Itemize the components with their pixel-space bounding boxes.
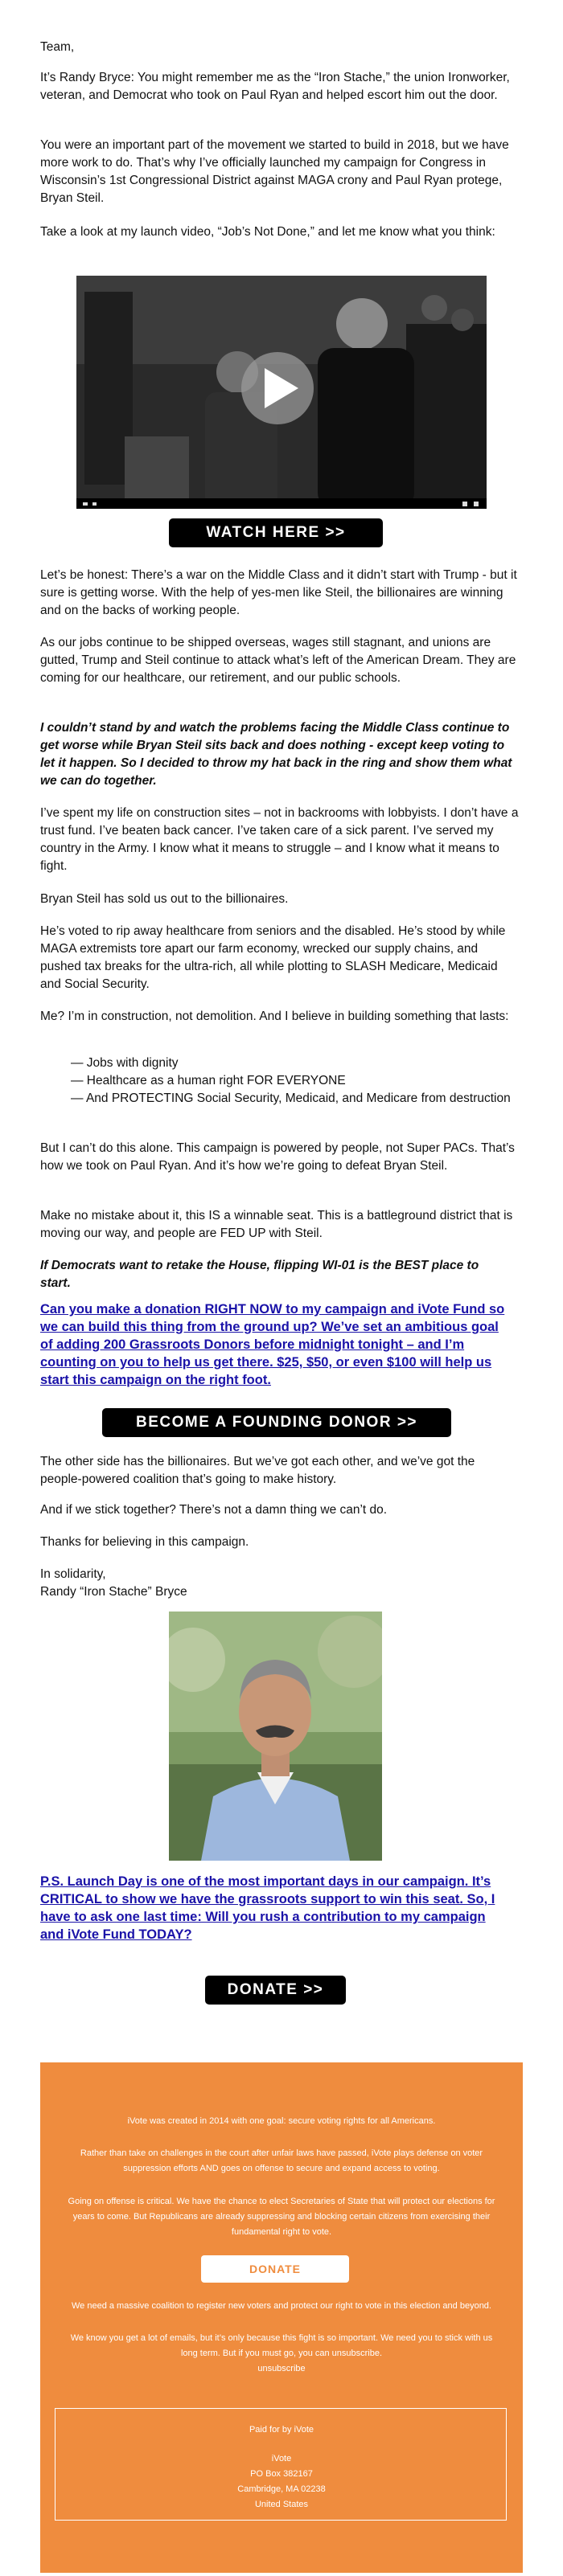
list-item: — Jobs with dignity (71, 1056, 179, 1070)
address-line: United States (254, 2500, 309, 2509)
paragraph-bold-stance: I couldn’t stand by and watch the problems facing the Middle Class continue to get worse while Bryan Steil sits back and does nothing - except keep voting to let it happen. So I decided to throw my hat back in the ring and show them what we can do together. (40, 721, 512, 788)
paragraph-stick-together: And if we stick together? There’s not a damn thing we can’t do. (40, 1503, 388, 1517)
paragraph-movement: You were an important part of the movement we started to build in 2018, but we have more work to do. That’s why I’ve officially launched my campaign for Congress in Wisconsin’s 1st Congressional District against MAGA crony and Paul Ryan protege, Bryan Steil. (40, 138, 509, 205)
paragraph-retake-house: If Democrats want to retake the House, flipping WI-01 is the BEST place to start. (40, 1259, 479, 1290)
paragraph-video-intro: Take a look at my launch video, “Job’s Not Done,” and let me know what you think: (40, 225, 495, 239)
donation-link[interactable]: Can you make a donation RIGHT NOW to my campaign and iVote Fund so we can build this thing from the ground up? We’ve set an ambitious goal of adding 200 Grassroots Donors before midnight tonight – and I’m counting on you to help us get there. $25, $50, or even $100 will help us start this campaign on the right foot. (40, 1302, 505, 1387)
paragraph-intro: It’s Randy Bryce: You might remember me as the “Iron Stache,” the union Ironworker, veteran, and Democrat who took on Paul Ryan and helped escort him out the door. (40, 71, 510, 102)
paragraph-sold-out: Bryan Steil has sold us out to the billionaires. (40, 892, 289, 906)
values-list (71, 1055, 515, 1108)
paragraph-cant-alone: But I can’t do this alone. This campaign is powered by people, not Super PACs. That’s how we took on Paul Ryan. And it’s how we’re going to defeat Bryan Steil. (40, 1141, 515, 1173)
paragraph-building: Me? I’m in construction, not demolition. And I believe in building something that lasts: (40, 1010, 509, 1023)
ivote-footer-panel (40, 2062, 523, 2573)
signoff-name: Randy “Iron Stache” Bryce (40, 1585, 187, 1599)
paragraph-construction: I’ve spent my life on construction sites – not in backrooms with lobbyists. I don’t have a trust fund. I’ve beaten back cancer. I’ve taken care of a sick parent. I’ve served my country in the Army. I know what it means to struggle – and I know what it means to fight. (40, 806, 519, 873)
panel-text-defense: Rather than take on challenges in the court after unfair laws have passed, iVote plays defense on voter suppression efforts AND goes on offense to secure and expand access to voting. (80, 2148, 483, 2173)
video-thumbnail[interactable] (76, 276, 487, 509)
donate-button[interactable]: DONATE >> (205, 1976, 346, 2005)
unsubscribe-link[interactable]: unsubscribe (257, 2364, 306, 2373)
address-line: Cambridge, MA 02238 (237, 2484, 326, 2494)
video-scene (76, 276, 487, 509)
list-item: — Healthcare as a human right FOR EVERYONE (71, 1074, 346, 1087)
panel-text-mission: iVote was created in 2014 with one goal: secure voting rights for all Americans. (127, 2116, 436, 2126)
candidate-photo-image (169, 1612, 382, 1861)
paragraph-jobs: As our jobs continue to be shipped overseas, wages still stagnant, and unions are gutted, Trump and Steil continue to attack what’s left of the American Dream. They are coming for our healthcare, our retirement, and our public schools. (40, 636, 516, 685)
paragraph-middle-class: Let’s be honest: There’s a war on the Middle Class and it didn’t start with Trump - but it sure is getting worse. With the help of yes-men like Steil, the billionaires are winning and on the backs of working people. (40, 568, 517, 617)
paid-for-text: Paid for by iVote (249, 2425, 314, 2435)
watch-here-button[interactable]: WATCH HERE >> (169, 518, 383, 547)
address-line: PO Box 382167 (250, 2469, 313, 2479)
paragraph-winnable: Make no mistake about it, this IS a winnable seat. This is a battleground district that is moving our way, and people are FED UP with Steil. (40, 1209, 513, 1240)
ps-link[interactable]: P.S. Launch Day is one of the most important days in our campaign. It’s CRITICAL to show we have the grassroots support to win this seat. So, I have to ask one last time: Will you rush a contribution to my campaign and iVote Fund TODAY? (40, 1874, 495, 1942)
paragraph-other-side: The other side has the billionaires. But we’ve got each other, and we’ve got the people-powered coalition that’s going to make history. (40, 1455, 475, 1486)
candidate-photo (169, 1612, 382, 1861)
panel-donate-button[interactable]: DONATE (201, 2255, 349, 2283)
panel-text-offense: Going on offense is critical. We have the chance to elect Secretaries of State that will protect our elections for years to come. But Republicans are already suppressing and blocking certain citizens from exercising their fundamental right to vote. (68, 2197, 495, 2237)
founding-donor-button[interactable]: BECOME A FOUNDING DONOR >> (102, 1408, 451, 1437)
list-item: — And PROTECTING Social Security, Medicaid, and Medicare from destruction (71, 1091, 511, 1105)
panel-text-emails: We know you get a lot of emails, but it’s only because this fight is so important. We need you to stick with us long term. But if you must go, you can unsubscribe. (70, 2333, 493, 2358)
signoff-line: In solidarity, (40, 1567, 106, 1581)
address-line: iVote (271, 2454, 292, 2463)
panel-text-coalition: We need a massive coalition to register new voters and protect our right to vote in this election and beyond. (72, 2301, 491, 2311)
paragraph-voting-record: He’s voted to rip away healthcare from seniors and the disabled. He’s stood by while MAGA extremists tore apart our farm economy, wrecked our supply chains, and pushed tax breaks for the ultra-rich, all while plotting to SLASH Medicare, Medicaid and Social Security. (40, 924, 506, 991)
greeting: Team, (40, 40, 75, 54)
paragraph-thanks: Thanks for believing in this campaign. (40, 1535, 249, 1549)
